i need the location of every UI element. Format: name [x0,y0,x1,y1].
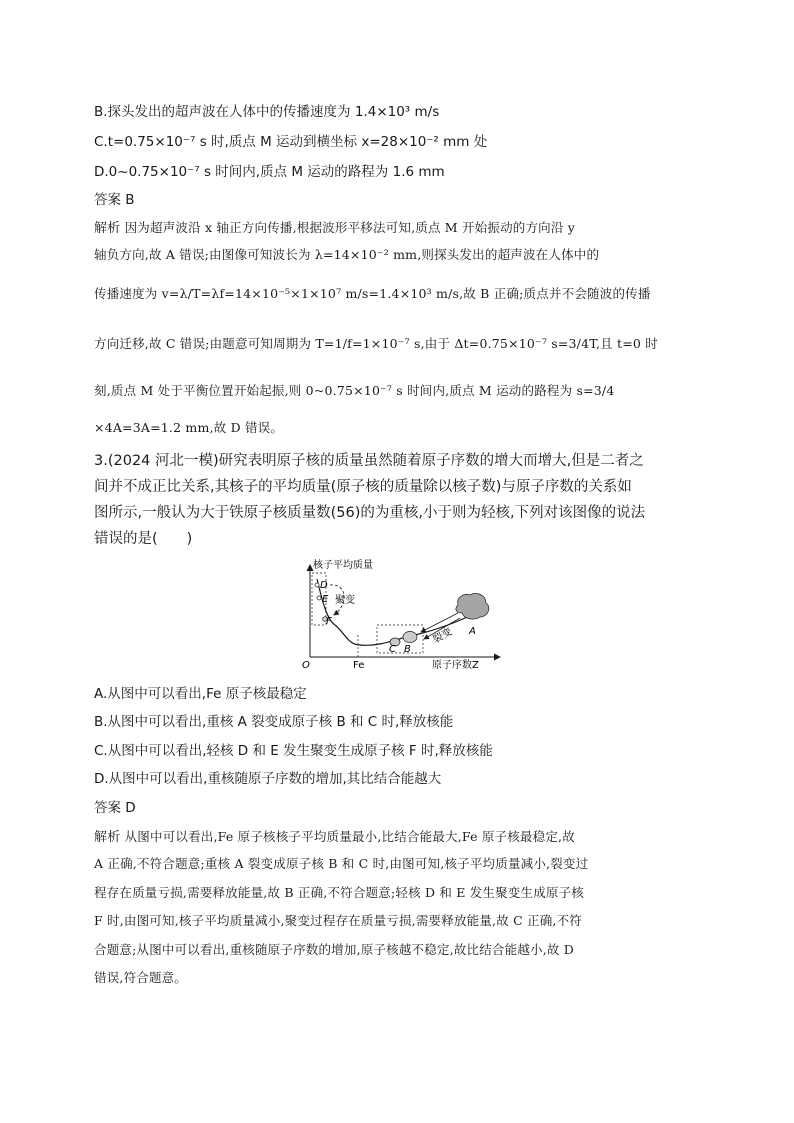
label-b: B [404,644,411,655]
label-f: F [326,616,332,627]
label-a: A [469,626,476,637]
y-axis-label: 核子平均质量 [313,560,373,571]
q2-answer: 答案 B [94,192,135,208]
q3-option-b: B.从图中可以看出,重核 A 裂变成原子核 B 和 C 时,释放核能 [94,714,454,730]
explanation-tag: 解析 [94,221,121,236]
label-d: D [320,580,328,591]
q2-explanation-line-2: 轴负方向,故 A 错误;由图像可知波长为 λ=14×10⁻² mm,则探头发出的超声波在人体中的 [94,247,600,262]
q3-option-a: A.从图中可以看出,Fe 原子核最稳定 [94,686,307,702]
q2-explanation-line-3: 传播速度为 v=λ/T=λf=14×10⁻⁵×1×10⁷ m/s=1.4×10³ m/s,故 B 正确;质点并不会随波的传播 [94,286,651,301]
label-e: E [322,594,329,605]
q3-stem-line-2: 间并不成正比关系,其核子的平均质量(原子核的质量除以核子数)与原子序数的关系如 [94,479,632,495]
q3-stem-line-4: 错误的是( ) [94,531,193,547]
q3-explanation-line-1 [94,826,575,845]
explanation-tag: 解析 [94,830,121,845]
q3-stem-line-3: 图所示,一般认为大于铁原子核质量数(56)的为重核,小于则为轻核,下列对该图像的说法 [94,505,646,521]
q2-explanation-text-1: 因为超声波沿 x 轴正方向传播,根据波形平移法可知,质点 M 开始振动的方向沿 y [124,220,576,235]
q3-explanation-text-1: 从图中可以看出,Fe 原子核核子平均质量最小,比结合能最大,Fe 原子核最稳定,故 [124,829,575,844]
fission-label: 裂变 [431,626,455,646]
q2-option-d: D.0~0.75×10⁻⁷ s 时间内,质点 M 运动的路程为 1.6 mm [94,164,445,180]
q3-explanation-line-4: F 时,由图可知,核子平均质量减小,聚变过程存在质量亏损,需要释放能量,故 C 正确,不符 [94,913,582,928]
label-c: C [389,644,396,655]
q2-explanation-line-6: ×4A=3A=1.2 mm,故 D 错误。 [94,420,284,435]
nucleus-a [456,593,489,619]
fe-label: Fe [353,660,365,671]
q2-option-b: B.探头发出的超声波在人体中的传播速度为 1.4×10³ m/s [94,104,440,120]
q2-option-c: C.t=0.75×10⁻⁷ s 时,质点 M 运动到横坐标 x=28×10⁻² mm 处 [94,134,488,150]
q3-explanation-line-3: 程存在质量亏损,需要释放能量,故 B 正确,不符合题意;轻核 D 和 E 发生聚变生成原子核 [94,885,585,900]
nucleus-e-dot [317,596,321,600]
q3-explanation-line-6: 错误,符合题意。 [94,970,188,985]
q3-option-c: C.从图中可以看出,轻核 D 和 E 发生聚变生成原子核 F 时,释放核能 [94,743,493,759]
q3-answer: 答案 D [94,800,136,816]
q2-explanation-line-1 [94,217,575,236]
q2-explanation-line-4: 方向迁移,故 C 错误;由题意可知周期为 T=1/f=1×10⁻⁷ s,由于 Δt=0.75×10⁻⁷ s=3/4T,且 t=0 时 [94,336,658,351]
binding-energy-figure [300,555,510,675]
q3-stem-line-1: 3.(2024 河北一模)研究表明原子核的质量虽然随着原子序数的增大而增大,但是二者之 [94,453,644,469]
q3-explanation-line-5: 合题意;从图中可以看出,重核随原子序数的增加,原子核越不稳定,故比结合能越小,故 D [94,942,575,957]
nucleus-b [403,632,417,643]
q3-explanation-line-2: A 正确,不符合题意;重核 A 裂变成原子核 B 和 C 时,由图可知,核子平均质量减小,裂变过 [94,856,589,871]
origin-label: O [302,660,310,671]
x-axis-label: 原子序数Z [432,660,479,671]
fusion-label: 聚变 [335,595,355,606]
q3-option-d: D.从图中可以看出,重核随原子序数的增加,其比结合能越大 [94,771,442,787]
nucleus-d-dot [315,583,319,587]
q2-explanation-line-5: 刻,质点 M 处于平衡位置开始起振,则 0~0.75×10⁻⁷ s 时间内,质点 M 运动的路程为 s=3/4 [94,383,615,398]
